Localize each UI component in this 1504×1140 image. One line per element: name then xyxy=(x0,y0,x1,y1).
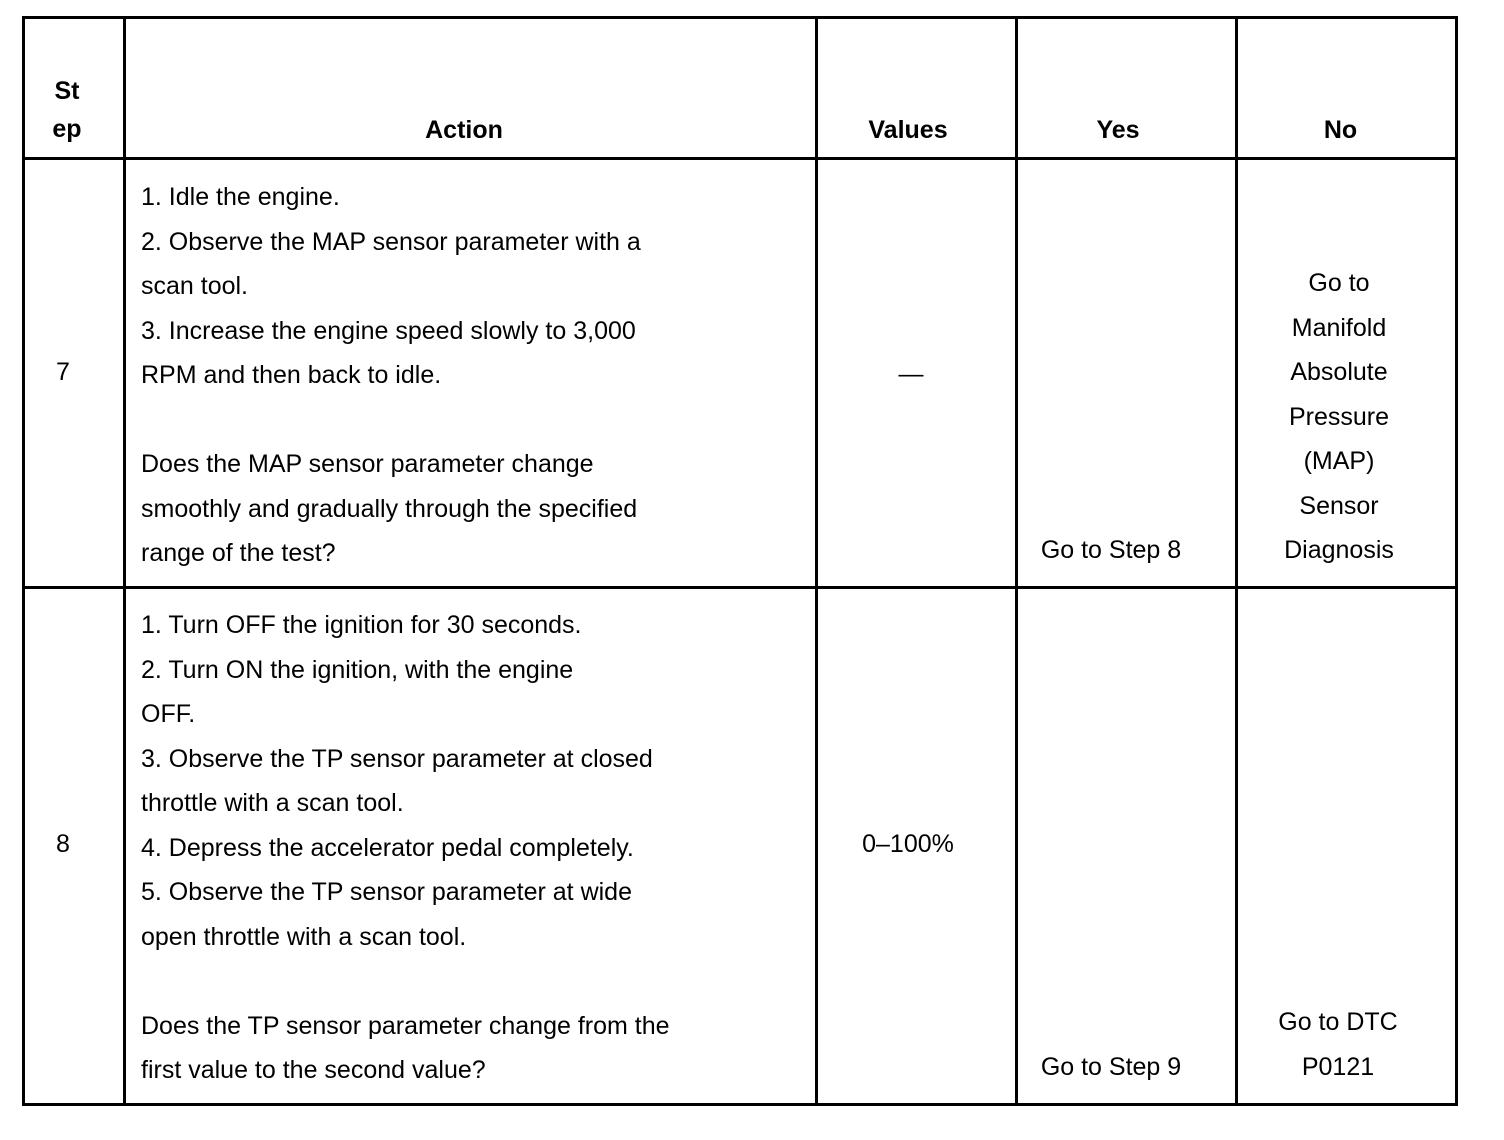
action-line: 1. Turn OFF the ignition for 30 seconds. xyxy=(141,611,582,639)
no-line: Manifold xyxy=(1291,313,1387,342)
action-line: 4. Depress the accelerator pedal completely. xyxy=(141,833,634,862)
action-line xyxy=(141,959,811,1004)
row-divider xyxy=(22,586,1458,589)
no-line: Pressure xyxy=(1288,402,1390,431)
yes-cell: Go to Step 8 xyxy=(1040,536,1182,564)
action-line: Does the TP sensor parameter change from the xyxy=(141,1011,670,1040)
header-step-line1: St xyxy=(54,77,80,105)
action-line: RPM and then back to idle. xyxy=(141,361,442,389)
header-yes: Yes xyxy=(1096,116,1140,144)
no-cell xyxy=(1238,1000,1438,1089)
action-cell xyxy=(141,175,811,576)
column-divider xyxy=(815,16,818,1106)
no-line: P0121 xyxy=(1301,1052,1375,1081)
step-number: 8 xyxy=(56,830,70,858)
no-line: Go to DTC xyxy=(1278,1008,1398,1036)
action-line: 3. Observe the TP sensor parameter at closed xyxy=(141,744,653,773)
header-values: Values xyxy=(868,116,948,144)
action-line: 5. Observe the TP sensor parameter at wide xyxy=(141,878,632,906)
action-line: 2. Turn ON the ignition, with the engine xyxy=(141,655,574,684)
action-line: 3. Increase the engine speed slowly to 3,000 xyxy=(141,316,636,345)
yes-cell: Go to Step 9 xyxy=(1040,1053,1182,1081)
header-step-line2: ep xyxy=(52,115,82,143)
no-line: (MAP) xyxy=(1303,447,1375,475)
header-action: Action xyxy=(425,116,503,144)
no-line: Diagnosis xyxy=(1284,536,1394,564)
no-line: Absolute xyxy=(1290,358,1388,386)
action-line: 1. Idle the engine. xyxy=(141,183,340,211)
action-line: open throttle with a scan tool. xyxy=(141,922,467,951)
table-border-left xyxy=(22,16,25,1106)
table-border-top xyxy=(22,16,1458,19)
action-line: Does the MAP sensor parameter change xyxy=(141,450,594,478)
action-line: throttle with a scan tool. xyxy=(141,789,404,817)
step-number: 7 xyxy=(56,358,70,386)
no-cell xyxy=(1238,261,1440,573)
header-divider xyxy=(22,157,1458,160)
no-line: Go to xyxy=(1308,269,1370,297)
action-line: smoothly and gradually through the specified xyxy=(141,494,638,523)
table-border-bottom xyxy=(22,1103,1458,1106)
value-cell: 0–100% xyxy=(862,830,954,858)
header-no: No xyxy=(1323,116,1358,144)
action-line: range of the test? xyxy=(141,539,336,567)
no-line: Sensor xyxy=(1299,491,1379,520)
table-border-right xyxy=(1455,16,1458,1106)
action-line: 2. Observe the MAP sensor parameter with a xyxy=(141,227,641,256)
header-step xyxy=(25,72,109,148)
action-line: first value to the second value? xyxy=(141,1056,486,1084)
action-line: OFF. xyxy=(141,700,196,728)
column-divider xyxy=(123,16,126,1106)
value-cell: — xyxy=(898,360,924,388)
action-line: scan tool. xyxy=(141,272,249,300)
action-cell xyxy=(141,603,811,1093)
action-line xyxy=(141,398,811,443)
